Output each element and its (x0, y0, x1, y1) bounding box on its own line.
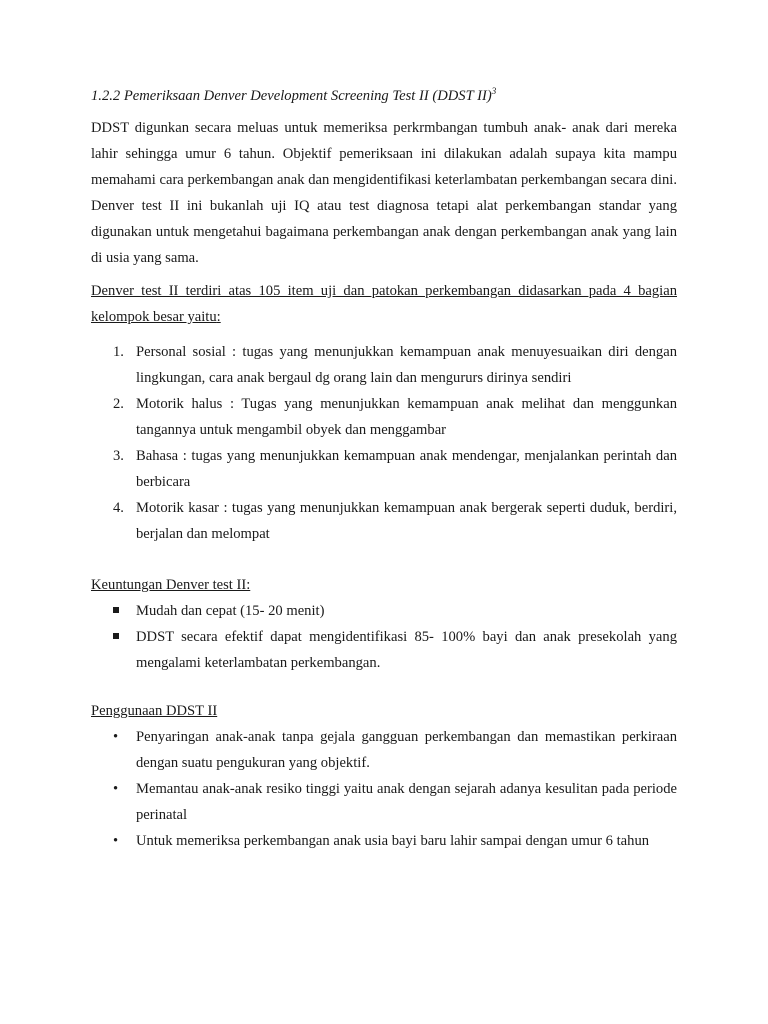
section-heading-text: 1.2.2 Pemeriksaan Denver Development Screening Test II (DDST II) (91, 88, 492, 104)
list-item (91, 443, 677, 495)
bullet-icon: • (113, 781, 119, 797)
list-item (91, 724, 677, 776)
document-body (91, 84, 677, 854)
list-item (91, 339, 677, 391)
list-item-text: Penyaringan anak-anak tanpa gejala gangguan perkembangan dan memastikan perkiraan dengan suatu pengukuran yang objektif. (136, 729, 677, 771)
square-bullet-icon (113, 633, 119, 639)
list-item (91, 828, 677, 854)
list-item-text: Motorik halus : Tugas yang menunjukkan kemampuan anak melihat dan menggunkan tangannya untuk mengambil obyek dan menggambar (136, 396, 677, 438)
list-item (91, 598, 677, 624)
list-item-text: Untuk memeriksa perkembangan anak usia bayi baru lahir sampai dengan umur 6 tahun (136, 833, 650, 849)
usage-list (91, 724, 677, 854)
list-item-text: Mudah dan cepat (15- 20 menit) (136, 603, 325, 619)
section-heading (91, 84, 677, 108)
categories-intro (91, 278, 677, 330)
square-bullet-icon (113, 607, 119, 613)
spacer (91, 547, 677, 572)
list-item-text: Bahasa : tugas yang menunjukkan kemampuan anak mendengar, menjalankan perintah dan berbicara (136, 448, 677, 490)
list-item (91, 495, 677, 547)
list-item (91, 776, 677, 828)
list-number: 3. (113, 448, 124, 464)
categories-intro-text: Denver test II terdiri atas 105 item uji dan patokan perkembangan didasarkan pada 4 bagian kelompok besar yaitu (91, 283, 677, 325)
bullet-icon: • (113, 729, 119, 745)
usage-title: Penggunaan DDST II (91, 703, 218, 719)
categories-intro-colon: : (216, 309, 221, 325)
category-list (91, 339, 677, 547)
list-item-text: Memantau anak-anak resiko tinggi yaitu anak dengan sejarah adanya kesulitan pada periode perinatal (136, 781, 677, 823)
spacer (91, 676, 677, 698)
advantages-title: Keuntungan Denver test II: (91, 577, 251, 593)
list-item-text: Motorik kasar : tugas yang menunjukkan kemampuan anak bergerak seperti duduk, berdiri, berjalan dan melompat (136, 500, 677, 542)
list-item (91, 391, 677, 443)
list-number: 1. (113, 344, 124, 360)
list-item-text: Personal sosial : tugas yang menunjukkan kemampuan anak menuyesuaikan diri dengan lingkungan, cara anak bergaul dg orang lain dan mengururs dirinya sendiri (136, 344, 677, 386)
intro-paragraph: DDST digunkan secara meluas untuk memeriksa perkrmbangan tumbuh anak- anak dari mereka lahir sehingga umur 6 tahun. Objektif pemeriksaan ini dilakukan adalah supaya kita mampu memahami cara perkembangan anak dan mengidentifikasi keterlambatan perkembangan secara dini. Denver test II ini bukanlah uji IQ atau test diagnosa tetapi alat perkembangan standar yang digunakan untuk mengetahui bagaimana perkembangan anak dengan perkembangan anak yang lain di usia yang sama. (91, 120, 677, 266)
list-number: 4. (113, 500, 124, 516)
bullet-icon: • (113, 833, 119, 849)
footnote-ref: 3 (491, 86, 497, 96)
list-item (91, 624, 677, 676)
list-item-text: DDST secara efektif dapat mengidentifikasi 85- 100% bayi dan anak presekolah yang mengalami keterlambatan perkembangan. (136, 629, 677, 671)
advantages-list (91, 598, 677, 676)
list-number: 2. (113, 396, 124, 412)
